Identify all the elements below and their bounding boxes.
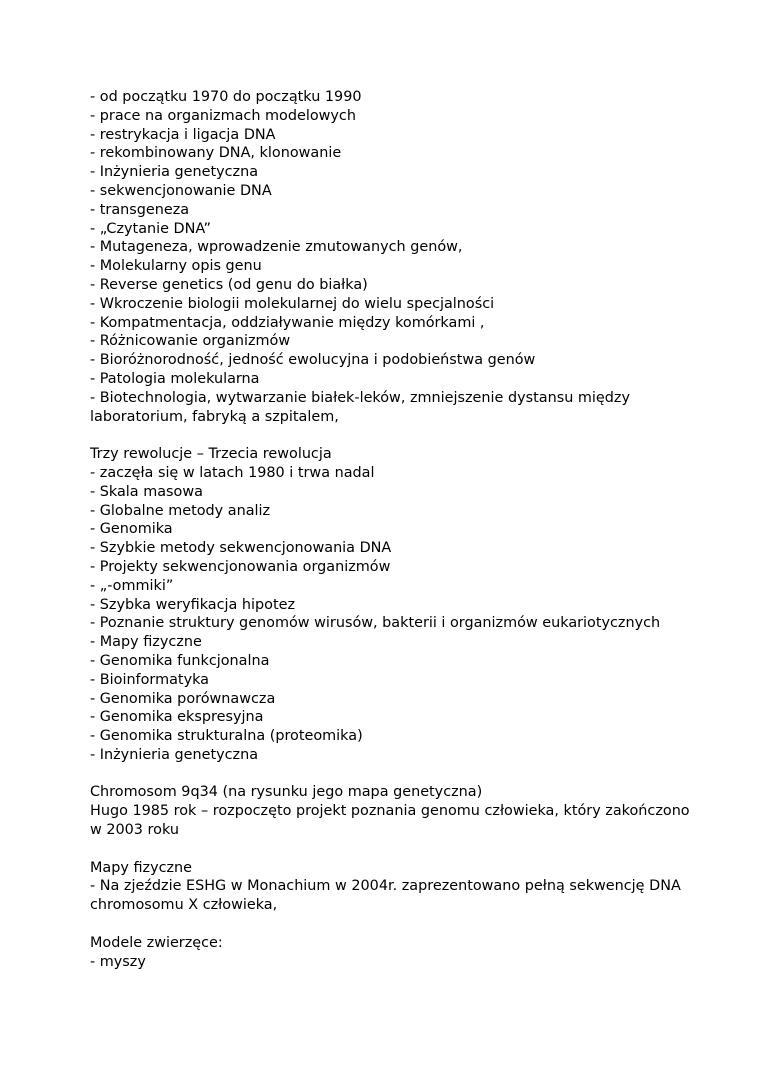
list-item: - Molekularny opis genu — [90, 258, 262, 275]
list-item: - Genomika strukturalna (proteomika) — [90, 728, 363, 745]
list-item: - rekombinowany DNA, klonowanie — [90, 145, 342, 162]
list-item: - prace na organizmach modelowych — [90, 107, 356, 124]
paragraph-gap — [90, 426, 690, 445]
list-item: - Mutageneza, wprowadzenie zmutowanych genów, — [90, 239, 463, 256]
list-item: - Inżynieria genetyczna — [90, 164, 259, 181]
list-item: - Różnicowanie organizmów — [90, 333, 291, 350]
list-item: - od początku 1970 do początku 1990 — [90, 89, 362, 105]
list-item: - Wkroczenie biologii molekularnej do wielu specjalności — [90, 295, 495, 312]
section-third-revolution — [90, 445, 690, 765]
document-page — [90, 88, 695, 971]
section-physical-maps — [90, 859, 690, 915]
list-item: - Projekty sekwencjonowania organizmów — [90, 558, 391, 575]
paragraph-gap — [90, 840, 690, 859]
list-item: - „Czytanie DNA” — [90, 220, 211, 237]
section-animal-models — [90, 934, 690, 972]
paragraph-line: Hugo 1985 rok – rozpoczęto projekt poznania genomu człowieka, który zakończono w 2003 roku — [90, 803, 695, 839]
section-heading: Modele zwierzęce: — [90, 934, 223, 951]
list-item: - Szybka weryfikacja hipotez — [90, 596, 296, 613]
list-item: - Inżynieria genetyczna — [90, 746, 259, 763]
list-item: - Szybkie metody sekwencjonowania DNA — [90, 540, 392, 557]
list-item: - Bioinformatyka — [90, 671, 209, 688]
list-item: - Genomika ekspresyjna — [90, 709, 264, 726]
list-item: - Patologia molekularna — [90, 370, 260, 387]
list-item: - Na zjeździe ESHG w Monachium w 2004r. zaprezentowano pełną sekwencję DNA chromosomu X człowieka, — [90, 878, 686, 914]
section-heading: Mapy fizyczne — [90, 859, 193, 876]
list-item: - zaczęła się w latach 1980 i trwa nadal — [90, 464, 375, 481]
section-revolution-list — [90, 88, 690, 426]
list-item: - „-ommiki” — [90, 577, 174, 594]
paragraph-gap — [90, 765, 690, 784]
list-item: - Reverse genetics (od genu do białka) — [90, 276, 368, 293]
list-item: - Globalne metody analiz — [90, 502, 271, 519]
section-chromosome-hugo — [90, 783, 695, 839]
list-item: - Genomika porównawcza — [90, 690, 276, 707]
list-item: - Genomika funkcjonalna — [90, 652, 270, 669]
list-item: - restrykacja i ligacja DNA — [90, 126, 276, 143]
section-heading: Trzy rewolucje – Trzecia rewolucja — [90, 446, 332, 463]
list-item: - Skala masowa — [90, 483, 203, 500]
list-item: - sekwencjonowanie DNA — [90, 182, 272, 199]
list-item: - Biotechnologia, wytwarzanie białek-leków, zmniejszenie dystansu między laboratorium, fabryką a szpitalem, — [90, 389, 635, 425]
list-item: - Genomika — [90, 521, 173, 538]
list-item: - Kompatmentacja, oddziaływanie między komórkami , — [90, 314, 485, 331]
paragraph-line: Chromosom 9q34 (na rysunku jego mapa genetyczna) — [90, 784, 483, 801]
list-item: - transgeneza — [90, 201, 190, 218]
list-item: - Mapy fizyczne — [90, 634, 202, 651]
paragraph-gap — [90, 915, 690, 934]
list-item: - Bioróżnorodność, jedność ewolucyjna i podobieństwa genów — [90, 352, 536, 369]
list-item: - Poznanie struktury genomów wirusów, bakterii i organizmów eukariotycznych — [90, 615, 661, 632]
list-item: - myszy — [90, 953, 146, 970]
